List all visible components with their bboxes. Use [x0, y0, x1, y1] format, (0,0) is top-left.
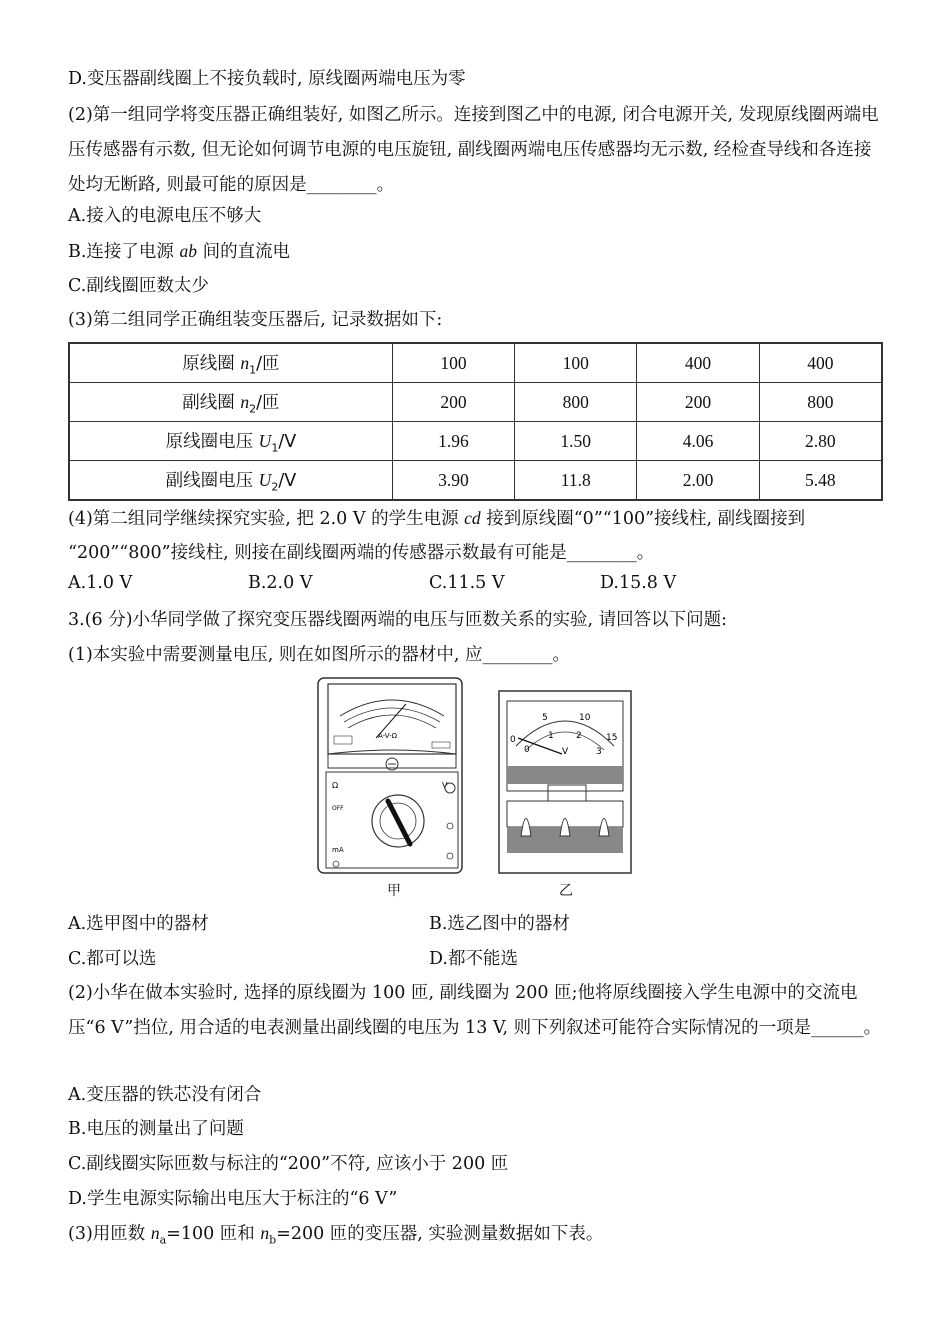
- instruments-figure: [316, 676, 636, 876]
- scale-2: 2: [576, 731, 582, 741]
- row-header-subscript: 1: [249, 363, 257, 377]
- q4-text-2: 接到原线圈“0”“100”接线柱, 副线圈接到: [480, 509, 806, 529]
- option-c-line: C.副线圈匝数太少: [68, 276, 209, 296]
- q3-2-option-b: B.电压的测量出了问题: [68, 1119, 244, 1139]
- table-cell: 3.90: [392, 461, 514, 501]
- q3-3-text-1: (3)用匝数: [68, 1224, 151, 1244]
- table-row: [69, 461, 882, 501]
- option-b-text-2: 间的直流电: [197, 242, 291, 262]
- table-cell: 1.50: [515, 422, 637, 461]
- q4-option-d: D.15.8 V: [600, 573, 677, 593]
- table-cell: 800: [759, 383, 882, 422]
- option-d-line: D.变压器副线圈上不接负载时, 原线圈两端电压为零: [68, 69, 466, 89]
- table-cell: 400: [637, 343, 759, 383]
- table-row: [69, 343, 882, 383]
- row-header-subscript: 2: [271, 480, 279, 494]
- problem-3-header: 3.(6 分)小华同学做了探究变压器线圈两端的电压与匝数关系的实验, 请回答以下问题:: [68, 610, 728, 630]
- question-4-line-1: [68, 505, 805, 532]
- table-cell: 100: [515, 343, 637, 383]
- row-header-text: 副线圈: [182, 392, 241, 413]
- row-header-symbol: U: [258, 430, 272, 451]
- q3-2-option-d: D.学生电源实际输出电压大于标注的“6 V”: [68, 1189, 398, 1209]
- q3-1-option-a: A.选甲图中的器材: [68, 914, 209, 934]
- table-cell: 4.06: [637, 422, 759, 461]
- off-label: OFF: [332, 805, 344, 812]
- table-cell: 800: [515, 383, 637, 422]
- q3-3-symbol-na: n: [150, 1223, 160, 1243]
- row-header: [69, 343, 392, 383]
- row-header-unit: /匝: [256, 392, 280, 413]
- q3-2-option-a: A.变压器的铁芯没有闭合: [68, 1085, 262, 1105]
- table-row: [69, 383, 882, 422]
- row-header-symbol: n: [240, 391, 250, 412]
- ohm-label: Ω: [332, 781, 339, 790]
- row-header-subscript: 1: [271, 441, 279, 455]
- voltmeter-figure: [499, 691, 631, 873]
- scale-0-bottom: 0: [524, 745, 530, 755]
- scale-15: 15: [606, 733, 618, 743]
- q3-1-option-c: C.都可以选: [68, 949, 157, 969]
- q3-3-text-2: =100 匝和: [166, 1224, 261, 1244]
- question-4-line-2: “200”“800”接线柱, 则接在副线圈两端的传感器示数最有可能是________。: [68, 543, 655, 563]
- q3-1-option-d: D.都不能选: [429, 949, 518, 969]
- q3-2-option-c: C.副线圈实际匝数与标注的“200”不符, 应该小于 200 匝: [68, 1154, 509, 1174]
- q3-3-sub-a: a: [159, 1233, 167, 1247]
- question-2-text: (2)第一组同学将变压器正确组装好, 如图乙所示。连接到图乙中的电源, 闭合电源开关, 发现原线圈两端电压传感器有示数, 但无论如何调节电源的电压旋钮, 副线圈两端电压传感器均无示数, 经检查导线和各连接处均无断路, 则最可能的原因是________。: [68, 105, 879, 195]
- table-cell: 2.00: [637, 461, 759, 501]
- table-cell: 200: [637, 383, 759, 422]
- row-header: [69, 461, 392, 501]
- option-b-text-1: B.连接了电源: [68, 242, 180, 262]
- table-cell: 2.80: [759, 422, 882, 461]
- table-cell: 200: [392, 383, 514, 422]
- problem-3-q1: (1)本实验中需要测量电压, 则在如图所示的器材中, 应________。: [68, 645, 571, 665]
- volt-label: V: [442, 781, 448, 790]
- table-row: [69, 422, 882, 461]
- table-cell: 100: [392, 343, 514, 383]
- problem-3-q3: [68, 1220, 603, 1254]
- scale-1: 1: [548, 731, 554, 741]
- q4-option-c: C.11.5 V: [429, 573, 505, 593]
- q4-option-a: A.1.0 V: [68, 573, 133, 593]
- question-3-intro: (3)第二组同学正确组装变压器后, 记录数据如下:: [68, 310, 443, 330]
- table-cell: 5.48: [759, 461, 882, 501]
- table-cell: 11.8: [515, 461, 637, 501]
- row-header-text: 原线圈: [182, 353, 241, 374]
- voltmeter-unit: V: [562, 747, 569, 757]
- multimeter-figure: [318, 678, 462, 873]
- option-b-line: [68, 238, 290, 265]
- caption-jia: 甲: [387, 883, 401, 899]
- q4-option-b: B.2.0 V: [248, 573, 313, 593]
- row-header: [69, 422, 392, 461]
- row-header-unit: /V: [278, 470, 297, 491]
- scale-0-top: 0: [510, 735, 516, 745]
- table-cell: 1.96: [392, 422, 514, 461]
- scale-10: 10: [579, 713, 591, 723]
- q3-3-sub-b: b: [269, 1233, 277, 1247]
- q3-3-symbol-nb: n: [260, 1223, 270, 1243]
- q3-3-text-3: =200 匝的变压器, 实验测量数据如下表。: [276, 1224, 604, 1244]
- meter-label: A-V-Ω: [378, 732, 398, 740]
- ma-label: mA: [332, 846, 344, 854]
- q4-text-1: (4)第二组同学继续探究实验, 把 2.0 V 的学生电源: [68, 509, 465, 529]
- row-header-subscript: 2: [249, 402, 257, 416]
- row-header-unit: /V: [278, 431, 297, 452]
- row-header: [69, 383, 392, 422]
- row-header-text: 原线圈电压: [165, 431, 259, 452]
- problem-3-q2: (2)小华在做本实验时, 选择的原线圈为 100 匝, 副线圈为 200 匝;他将原线圈接入学生电源中的交流电压“6 V”挡位, 用合适的电表测量出副线圈的电压为 13 V, 则下列叙述可能符合实际情况的一项是______。: [68, 983, 882, 1038]
- table-cell: 400: [759, 343, 882, 383]
- data-table: [68, 342, 883, 501]
- option-b-symbol: ab: [179, 241, 197, 261]
- caption-yi: 乙: [559, 883, 573, 899]
- row-header-symbol: U: [258, 469, 272, 490]
- q3-1-option-b: B.选乙图中的器材: [429, 914, 570, 934]
- row-header-text: 副线圈电压: [165, 470, 259, 491]
- scale-3: 3: [596, 747, 602, 757]
- row-header-symbol: n: [240, 352, 250, 373]
- q4-symbol: cd: [464, 508, 481, 528]
- option-a-line: A.接入的电源电压不够大: [68, 206, 262, 226]
- row-header-unit: /匝: [256, 353, 280, 374]
- scale-5: 5: [542, 713, 548, 723]
